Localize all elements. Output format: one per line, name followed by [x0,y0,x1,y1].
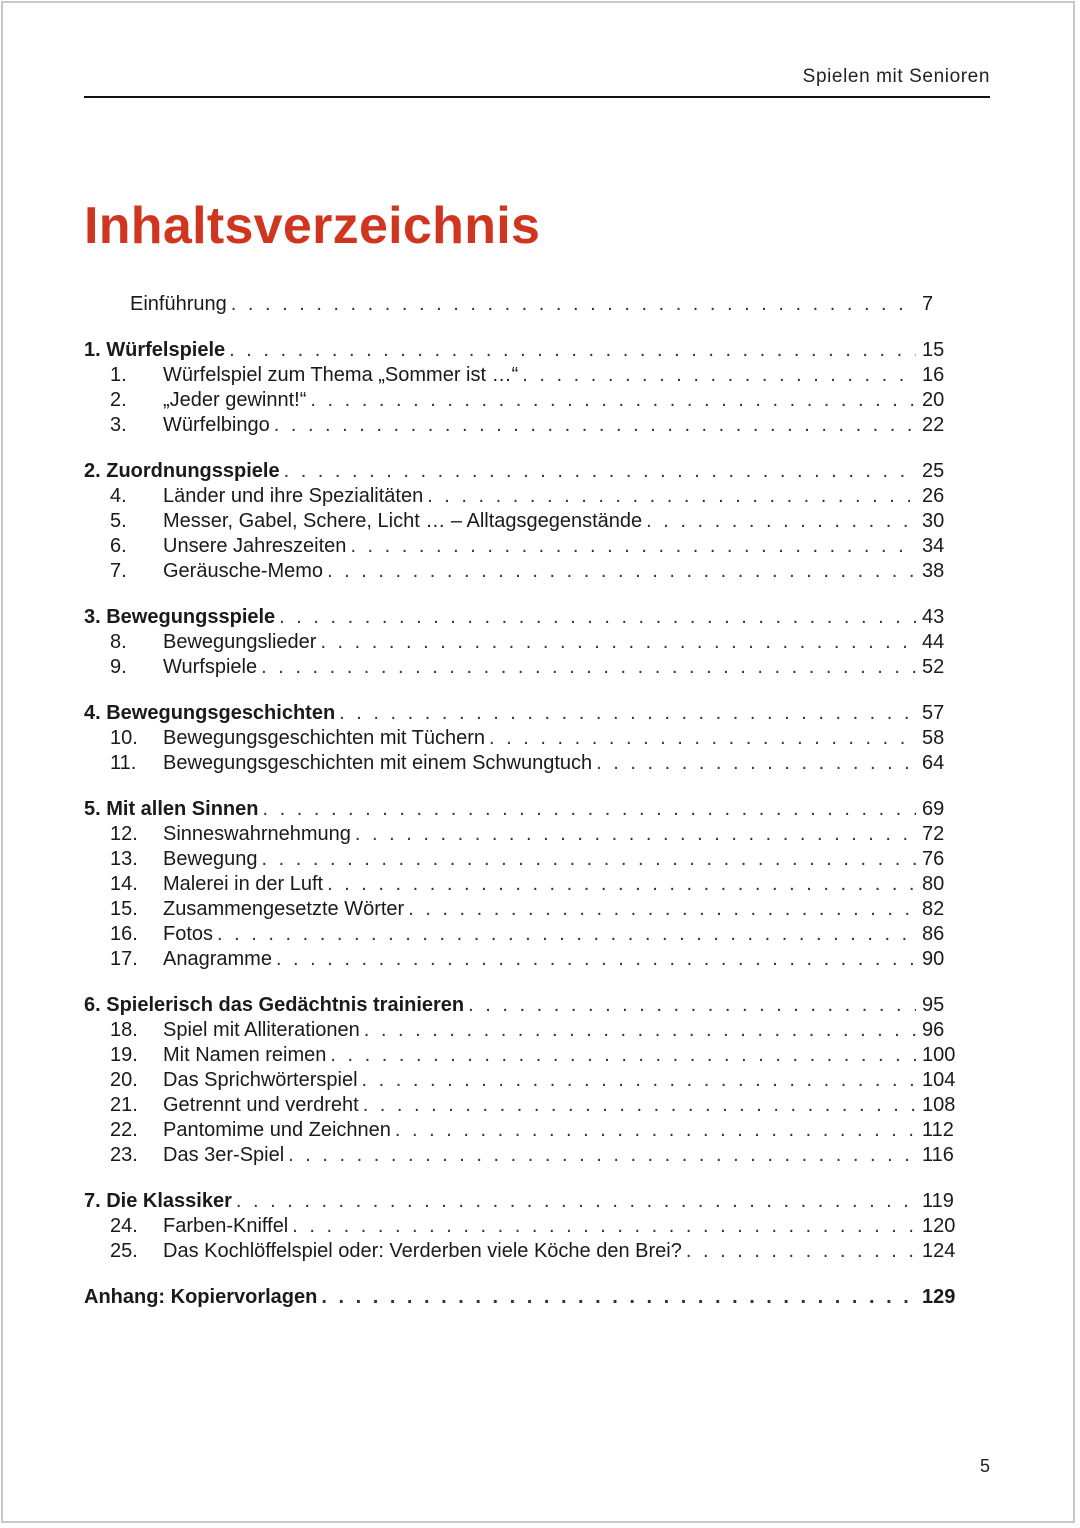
toc-entry[interactable] [84,1214,964,1239]
dot-leader [284,459,916,484]
toc-page-number: 26 [922,485,945,507]
toc-entry-number: 11. [110,752,137,774]
dot-leader [363,1093,916,1118]
toc-entry-number: 19. [110,1044,138,1066]
toc-title: Das Kochlöffelspiel oder: Verderben viele Köche den Brei? [163,1240,682,1262]
toc-chapter[interactable] [84,459,964,484]
toc-title: Malerei in der Luft [163,873,324,895]
toc-title: Anhang: Kopiervorlagen [84,1286,318,1308]
toc-entry[interactable] [84,484,964,509]
toc-page-number: 64 [922,752,945,774]
toc-entry[interactable] [84,655,964,680]
toc-entry-number: 2. [110,389,127,411]
toc-title: Bewegungsgeschichten mit Tüchern [163,727,486,749]
toc-intro[interactable] [84,292,964,317]
toc-page-number: 82 [922,898,945,920]
dot-leader [236,1189,916,1214]
dot-leader [292,1214,916,1239]
toc-title: 6. Spielerisch das Gedächtnis trainieren [84,994,465,1016]
toc-page-number: 119 [922,1190,954,1212]
toc-title: Sinneswahrnehmung [163,823,351,845]
dot-leader [330,1043,916,1068]
toc-title: Würfelspiel zum Thema „Sommer ist …“ [163,364,519,386]
toc-entry-number: 10. [110,727,138,749]
toc-entry[interactable] [84,509,964,534]
toc-page-number: 25 [922,460,945,482]
toc-entry-number: 8. [110,631,127,653]
toc-title: Wurfspiele [163,656,258,678]
toc-entry[interactable] [84,922,964,947]
toc-entry-number: 16. [110,923,138,945]
toc-entry[interactable] [84,897,964,922]
toc-title: Spiel mit Alliterationen [163,1019,360,1041]
dot-leader [321,1285,916,1310]
toc-entry-number: 24. [110,1215,138,1237]
dot-leader [427,484,916,509]
toc-entry-number: 25. [110,1240,138,1262]
toc-entry-number: 15. [110,898,138,920]
toc-title: 4. Bewegungsgeschichten [84,702,336,724]
toc-entry-number: 3. [110,414,127,436]
header-rule [84,96,990,98]
toc-title: Anagramme [163,948,272,970]
toc-chapter[interactable] [84,797,964,822]
toc-entry[interactable] [84,726,964,751]
toc-title: Geräusche-Memo [163,560,324,582]
toc-entry-number: 1. [110,364,127,386]
toc-chapter[interactable] [84,338,964,363]
toc-page-number: 120 [922,1215,956,1237]
dot-leader [229,338,916,363]
dot-leader [231,292,916,317]
dot-leader [327,872,916,897]
toc-chapter[interactable] [84,605,964,630]
dot-leader [327,559,916,584]
toc-entry[interactable] [84,872,964,897]
toc-page-number: 57 [922,702,945,724]
toc-entry[interactable] [84,1093,964,1118]
toc-page-number: 16 [922,364,945,386]
toc-page-number: 116 [922,1144,954,1166]
toc-page-number: 15 [922,339,945,361]
page-number: 5 [979,1456,990,1476]
table-of-contents [84,292,964,1310]
dot-leader [489,726,916,751]
toc-page-number: 80 [922,873,945,895]
toc-page-number: 52 [922,656,945,678]
toc-entry-number: 4. [110,485,127,507]
toc-title: Bewegungslieder [163,631,317,653]
toc-page-number: 69 [922,798,945,820]
toc-page-number: 20 [922,389,945,411]
toc-chapter[interactable] [84,993,964,1018]
toc-title: Messer, Gabel, Schere, Licht … – Alltagsgegenstände [163,510,643,532]
toc-page-number: 76 [922,848,945,870]
toc-entry[interactable] [84,534,964,559]
toc-entry-number: 18. [110,1019,138,1041]
toc-entry-number: 13. [110,848,138,870]
toc-title: Bewegungsgeschichten mit einem Schwungtuch [163,752,593,774]
toc-title: Mit Namen reimen [163,1044,327,1066]
toc-page-number: 34 [922,535,945,557]
toc-page-number: 129 [922,1286,956,1308]
toc-title: 3. Bewegungsspiele [84,606,276,628]
dot-leader [261,655,916,680]
toc-title: Farben-Kniffel [163,1215,289,1237]
toc-title: 1. Würfelspiele [84,339,226,361]
toc-entry[interactable] [84,1043,964,1068]
toc-page-number: 86 [922,923,945,945]
toc-entry-number: 5. [110,510,127,532]
toc-page-number: 112 [922,1119,954,1141]
dot-leader [364,1018,916,1043]
toc-entry-number: 23. [110,1144,138,1166]
toc-title: Würfelbingo [163,414,270,436]
toc-entry[interactable] [84,1018,964,1043]
toc-chapter[interactable] [84,1189,964,1214]
dot-leader [276,947,916,972]
toc-entry[interactable] [84,630,964,655]
dot-leader [468,993,916,1018]
toc-entry-number: 22. [110,1119,138,1141]
toc-title: Getrennt und verdreht [163,1094,359,1116]
dot-leader [262,847,916,872]
toc-page-number: 38 [922,560,945,582]
toc-page-number: 30 [922,510,945,532]
dot-leader [288,1143,916,1168]
toc-entry[interactable] [84,751,964,776]
dot-leader [279,605,916,630]
toc-page-number: 7 [922,293,934,315]
toc-page-number: 108 [922,1094,956,1116]
toc-page-number: 58 [922,727,945,749]
toc-page-number: 95 [922,994,945,1016]
toc-entry-number: 6. [110,535,127,557]
toc-entry-number: 9. [110,656,127,678]
page-title: Inhaltsverzeichnis [84,197,541,255]
toc-entry-number: 17. [110,948,138,970]
dot-leader [408,897,916,922]
toc-entry-number: 21. [110,1094,138,1116]
dot-leader [274,413,916,438]
toc-title: Einführung [130,293,227,315]
toc-title: Zusammengesetzte Wörter [163,898,405,920]
toc-entry[interactable] [84,559,964,584]
toc-page-number: 90 [922,948,945,970]
toc-page-number: 100 [922,1044,956,1066]
toc-entry-number: 20. [110,1069,138,1091]
toc-title: Das Sprichwörterspiel [163,1069,358,1091]
toc-page-number: 124 [922,1240,956,1262]
toc-appendix[interactable] [84,1285,964,1310]
toc-entry-number: 7. [110,560,127,582]
toc-page-number: 104 [922,1069,956,1091]
toc-entry[interactable] [84,1239,964,1264]
dot-leader [339,701,916,726]
dot-leader [362,1068,916,1093]
toc-page-number: 96 [922,1019,945,1041]
dot-leader [395,1118,916,1143]
toc-page-number: 22 [922,414,945,436]
toc-page-number: 44 [922,631,945,653]
toc-page-number: 43 [922,606,945,628]
toc-page-number: 72 [922,823,945,845]
dot-leader [320,630,916,655]
toc-title: 2. Zuordnungsspiele [84,460,280,482]
dot-leader [355,822,916,847]
toc-entry[interactable] [84,947,964,972]
toc-entry-number: 12. [110,823,138,845]
toc-entry[interactable] [84,388,964,413]
running-header: Spielen mit Senioren [802,66,990,87]
dot-leader [350,534,916,559]
toc-entry[interactable] [84,1143,964,1168]
toc-title: Das 3er-Spiel [163,1144,285,1166]
toc-entry[interactable] [84,1068,964,1093]
dot-leader [596,751,916,776]
toc-chapter[interactable] [84,701,964,726]
toc-entry[interactable] [84,1118,964,1143]
dot-leader [646,509,916,534]
toc-entry[interactable] [84,363,964,388]
dot-leader [262,797,916,822]
toc-entry-number: 14. [110,873,138,895]
dot-leader [217,922,916,947]
toc-title: 5. Mit allen Sinnen [84,798,259,820]
toc-title: „Jeder gewinnt!“ [163,389,307,411]
toc-entry[interactable] [84,822,964,847]
dot-leader [686,1239,916,1264]
toc-entry[interactable] [84,413,964,438]
toc-title: Fotos [163,923,214,945]
toc-title: Länder und ihre Spezialitäten [163,485,424,507]
toc-title: 7. Die Klassiker [84,1190,232,1212]
toc-entry[interactable] [84,847,964,872]
toc-title: Unsere Jahreszeiten [163,535,347,557]
dot-leader [310,388,916,413]
toc-title: Pantomime und Zeichnen [163,1119,391,1141]
toc-title: Bewegung [163,848,258,870]
dot-leader [522,363,916,388]
